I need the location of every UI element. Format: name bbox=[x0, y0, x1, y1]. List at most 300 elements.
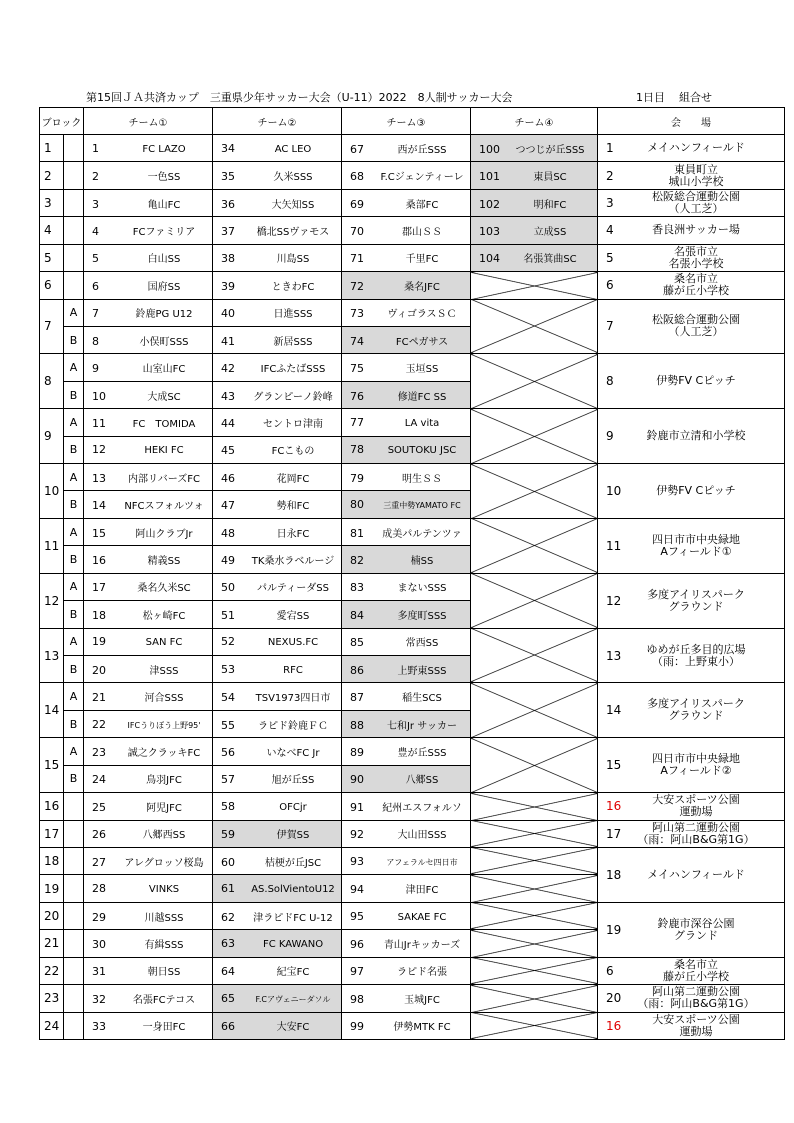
venue-number: 16 bbox=[606, 1018, 622, 1033]
team-name: F.Cジェンティーレ bbox=[380, 172, 464, 184]
team-cell bbox=[213, 354, 342, 381]
column-header-team2: チーム② bbox=[213, 108, 342, 135]
venue-number: 18 bbox=[606, 867, 622, 882]
team-cell bbox=[84, 793, 213, 820]
table-row bbox=[40, 189, 785, 216]
venue-name bbox=[636, 753, 756, 777]
venue-name-line: メイハンフィールド bbox=[647, 141, 745, 155]
team-number: 57 bbox=[221, 773, 235, 787]
block-number: 13 bbox=[40, 628, 64, 683]
team-cell bbox=[471, 217, 598, 244]
sub-block-label bbox=[64, 820, 84, 847]
team-name: 青山Jrキッカーズ bbox=[383, 939, 461, 951]
team-cell bbox=[342, 628, 471, 655]
team-number: 52 bbox=[221, 635, 235, 649]
team-name: IFCふたばSSS bbox=[260, 364, 326, 376]
empty-slot-cross bbox=[471, 354, 598, 409]
team-cell bbox=[84, 765, 213, 792]
team-number: 73 bbox=[350, 307, 364, 321]
team-number: 3 bbox=[92, 197, 99, 211]
empty-slot-cross bbox=[471, 1012, 598, 1040]
team-cell bbox=[84, 902, 213, 929]
team-cell bbox=[213, 464, 342, 491]
team-number: 35 bbox=[221, 170, 235, 184]
team-cell bbox=[342, 326, 471, 353]
table-row bbox=[40, 299, 785, 326]
team-cell bbox=[84, 710, 213, 737]
sub-block-label bbox=[64, 272, 84, 299]
team-number: 40 bbox=[221, 307, 235, 321]
venue-name-line: グラウンド bbox=[668, 599, 724, 613]
venue-name bbox=[636, 794, 756, 818]
team-name: AS.SolVientoU12 bbox=[251, 884, 335, 896]
team-cell bbox=[213, 272, 342, 299]
venue-number: 19 bbox=[606, 922, 622, 937]
team-cell bbox=[84, 930, 213, 957]
team-number: 44 bbox=[221, 416, 235, 430]
table-row bbox=[40, 902, 785, 929]
team-name: FC LAZO bbox=[142, 143, 186, 155]
empty-slot-cross bbox=[471, 957, 598, 984]
team-name: 日永FC bbox=[276, 528, 310, 540]
block-number: 1 bbox=[40, 135, 64, 162]
team-name: ときわFC bbox=[271, 281, 315, 293]
team-name: 八郷SS bbox=[405, 775, 439, 787]
team-name: 旭が丘SS bbox=[271, 775, 315, 787]
team-number: 32 bbox=[92, 992, 106, 1006]
team-number: 79 bbox=[350, 471, 364, 485]
team-number: 92 bbox=[350, 828, 364, 842]
team-number: 80 bbox=[350, 498, 364, 512]
venue-name-line: グラウンド bbox=[668, 709, 724, 723]
team-number: 47 bbox=[221, 499, 235, 513]
team-name: 白山SS bbox=[147, 254, 181, 266]
team-number: 51 bbox=[221, 608, 235, 622]
team-cell bbox=[471, 135, 598, 162]
sub-block-label bbox=[64, 135, 84, 162]
venue-number: 17 bbox=[606, 826, 622, 841]
team-number: 87 bbox=[350, 691, 364, 705]
block-number: 17 bbox=[40, 820, 64, 847]
team-number: 15 bbox=[92, 526, 106, 540]
team-number: 96 bbox=[350, 937, 364, 951]
table-row bbox=[40, 683, 785, 710]
team-number: 83 bbox=[350, 581, 364, 595]
team-number: 94 bbox=[350, 883, 364, 897]
team-cell bbox=[84, 573, 213, 600]
venue-name-line: 運動場 bbox=[679, 805, 713, 819]
column-header-venue: 会 場 bbox=[598, 108, 785, 135]
venue-number: 6 bbox=[606, 963, 614, 978]
team-cell bbox=[84, 299, 213, 326]
team-cell bbox=[471, 244, 598, 271]
team-name: 橋北SSヴァモス bbox=[256, 226, 330, 238]
team-number: 97 bbox=[350, 965, 364, 979]
block-number: 24 bbox=[40, 1012, 64, 1040]
team-cell bbox=[213, 1012, 342, 1040]
table-row bbox=[40, 244, 785, 271]
team-name: HEKI FC bbox=[144, 445, 184, 457]
team-name: いなべFC Jr bbox=[266, 747, 320, 759]
venue-number: 20 bbox=[606, 991, 622, 1006]
team-cell bbox=[84, 546, 213, 573]
block-number: 11 bbox=[40, 518, 64, 573]
team-name: 精義SS bbox=[147, 556, 181, 568]
team-name: 有緝SSS bbox=[144, 939, 184, 951]
venue-name-line: 阿山第二運動公園 bbox=[652, 820, 740, 834]
team-cell bbox=[342, 683, 471, 710]
venue-name-line: 鈴鹿市立清和小学校 bbox=[646, 429, 746, 443]
venue-cell bbox=[598, 162, 785, 189]
sub-block-label: B bbox=[64, 546, 84, 573]
venue-cell bbox=[598, 847, 785, 902]
team-name: 鳥羽JFC bbox=[146, 775, 182, 787]
team-number: 39 bbox=[221, 279, 235, 293]
block-number: 5 bbox=[40, 244, 64, 271]
team-cell bbox=[84, 354, 213, 381]
team-name: F.Cアヴェニーダソル bbox=[255, 994, 331, 1004]
team-number: 93 bbox=[350, 854, 364, 868]
venue-name bbox=[636, 959, 756, 983]
team-name: 河合SSS bbox=[144, 693, 184, 705]
venue-number: 12 bbox=[606, 593, 622, 608]
team-cell bbox=[213, 683, 342, 710]
sub-block-label: B bbox=[64, 326, 84, 353]
team-cell bbox=[342, 189, 471, 216]
venue-name-line: 松阪総合運動公園 bbox=[652, 190, 740, 204]
venue-name bbox=[636, 534, 756, 558]
team-cell bbox=[342, 546, 471, 573]
empty-slot-cross bbox=[471, 875, 598, 902]
venue-name bbox=[636, 314, 756, 338]
venue-cell bbox=[598, 299, 785, 354]
team-cell bbox=[342, 272, 471, 299]
team-name: FC KAWANO bbox=[262, 938, 324, 950]
team-cell bbox=[84, 326, 213, 353]
table-row bbox=[40, 135, 785, 162]
team-cell bbox=[84, 272, 213, 299]
sub-block-label: B bbox=[64, 710, 84, 737]
venue-name-line: （人工芝） bbox=[668, 202, 724, 216]
team-number: 2 bbox=[92, 170, 99, 184]
block-number: 21 bbox=[40, 930, 64, 957]
team-name: セントロ津南 bbox=[263, 418, 323, 430]
team-name: OFCjr bbox=[279, 801, 307, 813]
empty-slot-cross bbox=[471, 930, 598, 957]
table-row bbox=[40, 217, 785, 244]
team-number: 24 bbox=[92, 773, 106, 787]
team-cell bbox=[342, 162, 471, 189]
table-row bbox=[40, 985, 785, 1012]
column-header-block: ブロック bbox=[40, 108, 84, 135]
team-number: 78 bbox=[350, 443, 364, 457]
team-name: 桑名久米SC bbox=[137, 583, 191, 595]
venue-name bbox=[636, 869, 756, 881]
empty-slot-cross bbox=[471, 573, 598, 628]
team-cell bbox=[213, 847, 342, 874]
venue-name bbox=[636, 246, 756, 270]
empty-slot-cross bbox=[471, 272, 598, 299]
venue-name bbox=[636, 164, 756, 188]
team-number: 62 bbox=[221, 910, 235, 924]
table-row bbox=[40, 518, 785, 545]
team-cell bbox=[84, 409, 213, 436]
team-cell bbox=[342, 985, 471, 1012]
team-name: 鈴鹿PG U12 bbox=[135, 309, 193, 321]
team-cell bbox=[84, 820, 213, 847]
venue-cell bbox=[598, 135, 785, 162]
venue-cell bbox=[598, 409, 785, 464]
team-number: 10 bbox=[92, 389, 106, 403]
team-cell bbox=[84, 601, 213, 628]
team-number: 99 bbox=[350, 1020, 364, 1034]
team-cell bbox=[213, 710, 342, 737]
team-cell bbox=[342, 710, 471, 737]
team-cell bbox=[342, 409, 471, 436]
team-number: 89 bbox=[350, 745, 364, 759]
team-name: SOUTOKU JSC bbox=[387, 445, 457, 457]
team-number: 68 bbox=[350, 170, 364, 184]
team-number: 49 bbox=[221, 554, 235, 568]
venue-name-line: 松阪総合運動公園 bbox=[652, 313, 740, 327]
team-name: 西が丘SSS bbox=[397, 144, 447, 156]
venue-cell bbox=[598, 189, 785, 216]
team-name: 名張FCテコス bbox=[132, 994, 196, 1006]
venue-cell bbox=[598, 820, 785, 847]
venue-name bbox=[636, 822, 756, 846]
block-number: 16 bbox=[40, 793, 64, 820]
empty-slot-cross bbox=[471, 683, 598, 738]
sub-block-label bbox=[64, 930, 84, 957]
block-number: 19 bbox=[40, 875, 64, 902]
team-name: 大成SC bbox=[147, 391, 181, 403]
team-name: 桑名JFC bbox=[404, 281, 440, 293]
venue-name-line: 四日市市中央緑地 bbox=[652, 532, 740, 546]
empty-slot-cross bbox=[471, 464, 598, 519]
sub-block-label bbox=[64, 902, 84, 929]
venue-name-line: メイハンフィールド bbox=[647, 867, 745, 881]
block-number: 12 bbox=[40, 573, 64, 628]
sub-block-label: B bbox=[64, 381, 84, 408]
schedule-table bbox=[39, 107, 785, 1040]
venue-number: 16 bbox=[606, 799, 622, 814]
venue-name bbox=[636, 142, 756, 154]
table-row bbox=[40, 820, 785, 847]
team-name: IFCうりぼう上野95' bbox=[127, 720, 201, 730]
sub-block-label bbox=[64, 875, 84, 902]
team-cell bbox=[213, 326, 342, 353]
team-cell bbox=[342, 217, 471, 244]
team-number: 66 bbox=[221, 1020, 235, 1034]
team-number: 28 bbox=[92, 882, 106, 896]
team-number: 8 bbox=[92, 334, 99, 348]
table-row bbox=[40, 573, 785, 600]
schedule-body bbox=[40, 135, 785, 1040]
team-name: VINKS bbox=[148, 884, 180, 896]
team-cell bbox=[342, 436, 471, 463]
team-cell bbox=[342, 244, 471, 271]
team-name: 郡山ＳＳ bbox=[402, 226, 442, 238]
team-name: パルティーダSS bbox=[257, 583, 329, 595]
venue-name-line: グランド bbox=[674, 928, 718, 942]
team-cell bbox=[84, 518, 213, 545]
team-cell bbox=[213, 793, 342, 820]
team-number: 27 bbox=[92, 855, 106, 869]
sub-block-label: A bbox=[64, 683, 84, 710]
team-number: 38 bbox=[221, 252, 235, 266]
team-cell bbox=[213, 957, 342, 984]
team-number: 12 bbox=[92, 443, 106, 457]
table-row bbox=[40, 738, 785, 765]
table-row bbox=[40, 628, 785, 655]
venue-cell bbox=[598, 683, 785, 738]
team-cell bbox=[213, 573, 342, 600]
team-name: 桑部FC bbox=[405, 199, 439, 211]
team-number: 1 bbox=[92, 141, 99, 155]
team-name: 明生ＳＳ bbox=[402, 473, 442, 485]
venue-name-line: 鈴鹿市深谷公園 bbox=[657, 916, 735, 930]
team-number: 45 bbox=[221, 444, 235, 458]
team-name: 川越SSS bbox=[144, 912, 184, 924]
team-cell bbox=[84, 436, 213, 463]
team-name: 松ヶ崎FC bbox=[142, 610, 186, 622]
venue-name-line: 運動場 bbox=[679, 1024, 713, 1038]
sub-block-label bbox=[64, 847, 84, 874]
team-name: 一身田FC bbox=[142, 1022, 186, 1034]
block-number: 7 bbox=[40, 299, 64, 354]
team-cell bbox=[213, 135, 342, 162]
block-number: 23 bbox=[40, 985, 64, 1012]
team-name: 桔梗が丘JSC bbox=[264, 857, 322, 869]
team-cell bbox=[342, 464, 471, 491]
venue-name-line: 阿山第二運動公園 bbox=[652, 985, 740, 999]
team-name: ラピド鈴鹿ＦＣ bbox=[258, 720, 328, 732]
team-number: 77 bbox=[350, 415, 364, 429]
team-cell bbox=[84, 957, 213, 984]
venue-name-line: 大安スポーツ公園 bbox=[652, 793, 740, 807]
venue-name-line: Aフィールド② bbox=[660, 764, 732, 778]
team-number: 48 bbox=[221, 526, 235, 540]
venue-cell bbox=[598, 628, 785, 683]
team-cell bbox=[84, 464, 213, 491]
team-name: 大安FC bbox=[276, 1022, 310, 1034]
team-name: 立成SS bbox=[533, 226, 567, 238]
team-name: まないSSS bbox=[397, 583, 447, 595]
team-number: 60 bbox=[221, 855, 235, 869]
team-name: 伊賀SS bbox=[276, 830, 310, 842]
team-name: 勢和FC bbox=[276, 501, 310, 513]
team-number: 88 bbox=[350, 718, 364, 732]
venue-name bbox=[636, 1014, 756, 1038]
block-number: 15 bbox=[40, 738, 64, 793]
venue-name bbox=[636, 191, 756, 215]
team-name: 三重中勢YAMATO FC bbox=[383, 501, 461, 511]
team-number: 33 bbox=[92, 1020, 106, 1034]
team-cell bbox=[342, 957, 471, 984]
venue-name-line: 香良洲サッカー場 bbox=[652, 223, 740, 237]
team-number: 50 bbox=[221, 581, 235, 595]
venue-name bbox=[636, 430, 756, 442]
team-cell bbox=[84, 135, 213, 162]
team-cell bbox=[471, 162, 598, 189]
team-number: 84 bbox=[350, 608, 364, 622]
sub-block-label: B bbox=[64, 765, 84, 792]
sub-block-label: A bbox=[64, 738, 84, 765]
sub-block-label bbox=[64, 189, 84, 216]
venue-name-line: 四日市市中央緑地 bbox=[652, 752, 740, 766]
team-cell bbox=[342, 601, 471, 628]
team-name: 大山田SSS bbox=[397, 830, 447, 842]
team-number: 86 bbox=[350, 663, 364, 677]
team-name: 津ラピドFC U-12 bbox=[253, 912, 333, 924]
venue-name bbox=[636, 224, 756, 236]
team-number: 55 bbox=[221, 718, 235, 732]
team-cell bbox=[84, 189, 213, 216]
team-cell bbox=[342, 656, 471, 683]
venue-name-line: （雨：阿山B&G第1G） bbox=[637, 997, 755, 1011]
venue-name-line: 名張市立 bbox=[674, 244, 718, 258]
empty-slot-cross bbox=[471, 847, 598, 874]
sub-block-label: B bbox=[64, 491, 84, 518]
team-name: 津SSS bbox=[149, 665, 179, 677]
team-number: 16 bbox=[92, 554, 106, 568]
team-name: 明和FC bbox=[533, 199, 567, 211]
venue-name-line: 伊勢FV Cピッチ bbox=[656, 483, 736, 497]
team-cell bbox=[213, 381, 342, 408]
team-number: 20 bbox=[92, 663, 106, 677]
team-number: 7 bbox=[92, 307, 99, 321]
team-cell bbox=[342, 299, 471, 326]
team-number: 56 bbox=[221, 745, 235, 759]
team-number: 61 bbox=[221, 882, 235, 896]
venue-name-line: ゆめが丘多目的広場 bbox=[646, 642, 746, 656]
team-name: 新居SSS bbox=[273, 336, 313, 348]
team-cell bbox=[342, 902, 471, 929]
team-cell bbox=[342, 930, 471, 957]
sub-block-label: B bbox=[64, 436, 84, 463]
venue-name bbox=[636, 589, 756, 613]
block-number: 14 bbox=[40, 683, 64, 738]
team-number: 104 bbox=[479, 252, 500, 266]
venue-number: 13 bbox=[606, 648, 622, 663]
venue-name bbox=[636, 375, 756, 387]
team-number: 71 bbox=[350, 252, 364, 266]
team-number: 4 bbox=[92, 224, 99, 238]
team-number: 41 bbox=[221, 334, 235, 348]
sub-block-label: A bbox=[64, 409, 84, 436]
team-name: 愛宕SS bbox=[276, 610, 310, 622]
block-number: 3 bbox=[40, 189, 64, 216]
venue-cell bbox=[598, 464, 785, 519]
team-number: 74 bbox=[350, 334, 364, 348]
block-number: 2 bbox=[40, 162, 64, 189]
team-number: 34 bbox=[221, 141, 235, 155]
venue-cell bbox=[598, 902, 785, 957]
venue-name-line: 大安スポーツ公園 bbox=[652, 1012, 740, 1026]
page-title: 第15回ＪＡ共済カップ 三重県少年サッカー大会（U-11）2022 8人制サッカー大会 bbox=[86, 91, 513, 104]
team-number: 53 bbox=[221, 662, 235, 676]
empty-slot-cross bbox=[471, 902, 598, 929]
team-name: 名張箕曲SC bbox=[523, 254, 577, 266]
team-name: RFC bbox=[283, 664, 303, 676]
team-number: 98 bbox=[350, 992, 364, 1006]
team-name: 大矢知SS bbox=[271, 199, 315, 211]
team-cell bbox=[213, 765, 342, 792]
table-row bbox=[40, 1012, 785, 1040]
team-name: FC TOMIDA bbox=[132, 418, 196, 430]
team-name: 川島SS bbox=[276, 254, 310, 266]
table-row bbox=[40, 464, 785, 491]
